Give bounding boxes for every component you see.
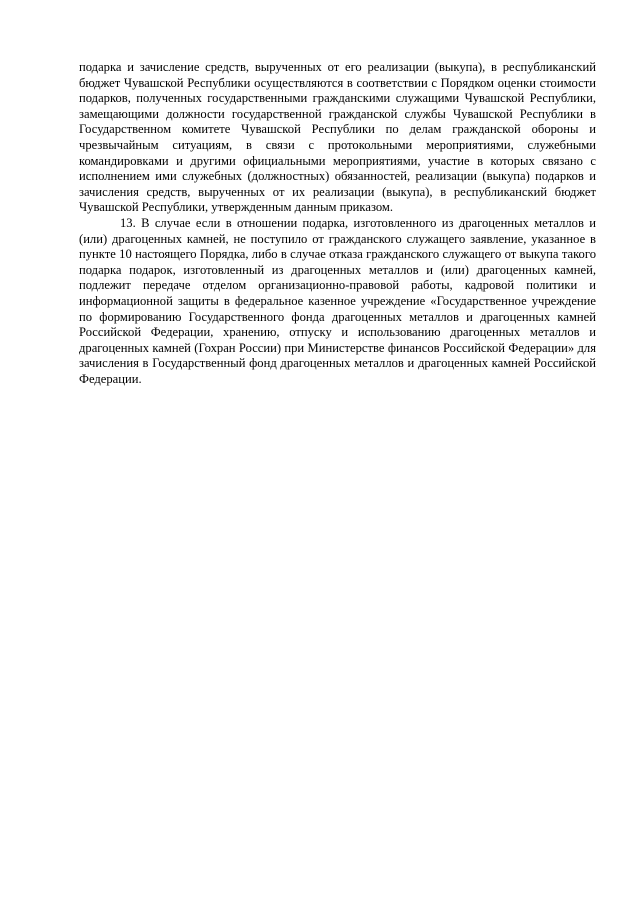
paragraph-continuation: подарка и зачисление средств, вырученных от его реализации (выкупа), в республиканский бюджет Чувашской Республики осуществляются в соответствии с Порядком оценки стоимости подарков, полученных государственными гражданскими служащими Чувашской Республики, замещающими должности государственной гражданской службы Чувашской Республики в Государственном комитете Чувашской Республики по делам гражданской обороны и чрезвычайным ситуациям, в связи с протокольными мероприятиями, служебными командировками и другими официальными мероприятиями, участие в которых связано с исполнением ими служебных (должностных) обязанностей, реализации (выкупа) подарков и зачисления средств, вырученных от их реализации (выкупа), в республиканский бюджет Чувашской Республики, утвержденным данным приказом. (79, 60, 596, 215)
document-body (79, 60, 596, 387)
paragraph-item-13: 13. В случае если в отношении подарка, изготовленного из драгоценных металлов и (или) драгоценных камней, не поступило от гражданского служащего заявление, указанное в пункте 10 настоящего Порядка, либо в случае отказа гражданского служащего от выкупа такого подарка подарок, изготовленный из драгоценных металлов и (или) драгоценных камней, подлежит передаче отделом организационно-правовой работы, кадровой политики и информационной защиты в федеральное казенное учреждение «Государственное учреждение по формированию Государственного фонда драгоценных металлов и драгоценных камней Российской Федерации, хранению, отпуску и использованию драгоценных металлов и драгоценных камней (Гохран России) при Министерстве финансов Российской Федерации» для зачисления в Государственный фонд драгоценных металлов и драгоценных камней Российской Федерации. (79, 215, 596, 386)
